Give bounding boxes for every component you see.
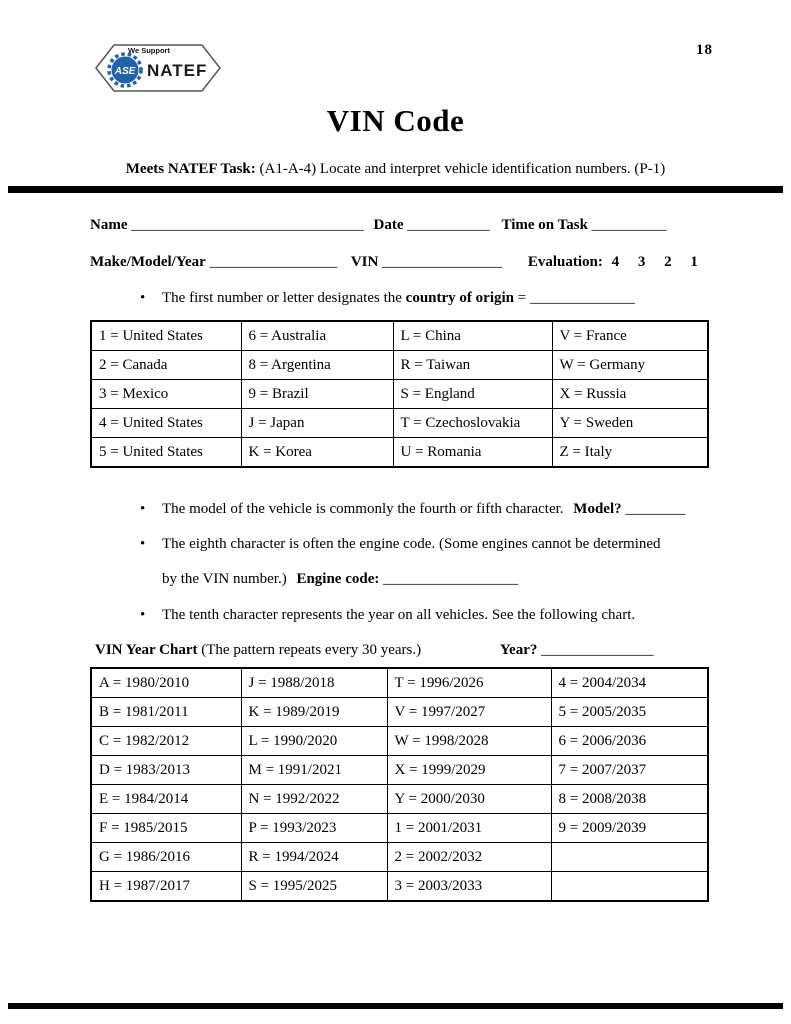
table-cell [551, 843, 708, 872]
model-text: The model of the vehicle is commonly the fourth or fifth character. [162, 501, 564, 517]
table-cell: 1 = 2001/2031 [387, 814, 551, 843]
table-cell: 3 = Mexico [91, 380, 241, 409]
top-rule [8, 186, 783, 193]
time-on-task-blank: __________ [591, 217, 667, 233]
time-on-task-label: Time on Task [501, 217, 588, 233]
name-blank: _______________________________ [131, 217, 364, 233]
evaluation-scale: 4 3 2 1 [611, 254, 698, 270]
table-cell: M = 1991/2021 [241, 756, 387, 785]
table-cell: R = 1994/2024 [241, 843, 387, 872]
bullet-marker: • [140, 290, 146, 306]
engine-text-line1: The eighth character is often the engine code. (Some engines cannot be determined [162, 536, 661, 552]
engine-continuation [90, 569, 710, 589]
table-cell: P = 1993/2023 [241, 814, 387, 843]
table-cell: V = France [552, 321, 708, 351]
table-cell: C = 1982/2012 [91, 727, 241, 756]
table-cell: 5 = 2005/2035 [551, 698, 708, 727]
table-cell: W = 1998/2028 [387, 727, 551, 756]
vin-year-chart-heading [95, 640, 710, 660]
table-cell: 3 = 2003/2033 [387, 872, 551, 902]
task-text: (A1-A-4) Locate and interpret vehicle identification numbers. (P-1) [255, 161, 666, 177]
table-cell [551, 872, 708, 902]
logo-we-support-text: We Support [128, 46, 170, 55]
table-cell: L = 1990/2020 [241, 727, 387, 756]
table-cell: T = Czechoslovakia [393, 409, 552, 438]
table-cell: N = 1992/2022 [241, 785, 387, 814]
table-cell: 6 = Australia [241, 321, 393, 351]
date-blank: ___________ [407, 217, 490, 233]
model-blank: ________ [625, 501, 686, 517]
table-cell: 9 = Brazil [241, 380, 393, 409]
table-row [91, 409, 708, 438]
table-cell: A = 1980/2010 [91, 668, 241, 698]
table-cell: K = Korea [241, 438, 393, 468]
year-question-label: Year? [499, 642, 538, 658]
table-cell: V = 1997/2027 [387, 698, 551, 727]
table-cell: Y = Sweden [552, 409, 708, 438]
vin-year-table [90, 667, 709, 902]
vin-year-chart-label: VIN Year Chart [95, 642, 198, 658]
country-of-origin-table [90, 320, 709, 468]
table-cell: W = Germany [552, 351, 708, 380]
table-cell: B = 1981/2011 [91, 698, 241, 727]
table-cell: X = 1999/2029 [387, 756, 551, 785]
vin-blank: ________________ [382, 254, 503, 270]
table-row [91, 785, 708, 814]
table-cell: 6 = 2006/2036 [551, 727, 708, 756]
table-cell: T = 1996/2026 [387, 668, 551, 698]
table-cell: J = 1988/2018 [241, 668, 387, 698]
year-text: The tenth character represents the year on all vehicles. See the following chart. [162, 607, 636, 623]
table-row [91, 727, 708, 756]
make-model-year-label: Make/Model/Year [90, 254, 206, 270]
table-cell: 4 = United States [91, 409, 241, 438]
content-area [90, 210, 710, 902]
page-number: 18 [696, 42, 713, 58]
table-cell: H = 1987/2017 [91, 872, 241, 902]
ase-emblem-text: ASE [114, 66, 136, 77]
table-cell: S = 1995/2025 [241, 872, 387, 902]
natef-logo-text: NATEF [147, 61, 208, 80]
table-row [91, 814, 708, 843]
table-row [91, 843, 708, 872]
bottom-rule [8, 1003, 783, 1009]
name-label: Name [90, 217, 128, 233]
table-cell: X = Russia [552, 380, 708, 409]
table-cell: L = China [393, 321, 552, 351]
model-bold: Model? [573, 501, 622, 517]
natef-task-line [0, 161, 791, 178]
table-row [91, 351, 708, 380]
table-cell: Y = 2000/2030 [387, 785, 551, 814]
table-cell: F = 1985/2015 [91, 814, 241, 843]
natef-logo [93, 38, 223, 101]
table-cell: J = Japan [241, 409, 393, 438]
page-title: VIN Code [326, 103, 465, 138]
year-question-blank: _______________ [541, 642, 654, 658]
make-model-year-blank: _________________ [209, 254, 338, 270]
table-cell: 2 = 2002/2032 [387, 843, 551, 872]
table-cell: U = Romania [393, 438, 552, 468]
table-row [91, 321, 708, 351]
table-cell: 1 = United States [91, 321, 241, 351]
table-cell: 8 = 2008/2038 [551, 785, 708, 814]
table-cell: G = 1986/2016 [91, 843, 241, 872]
form-line-2 [90, 252, 710, 272]
table-cell: Z = Italy [552, 438, 708, 468]
country-origin-bullet [90, 288, 710, 308]
table-row [91, 872, 708, 902]
table-cell: 2 = Canada [91, 351, 241, 380]
table-row [91, 380, 708, 409]
table-cell: 8 = Argentina [241, 351, 393, 380]
vin-year-chart-note: (The pattern repeats every 30 years.) [201, 642, 422, 658]
table-cell: 5 = United States [91, 438, 241, 468]
country-origin-blank: = ______________ [517, 290, 635, 306]
table-cell: R = Taiwan [393, 351, 552, 380]
natef-logo-graphic [93, 38, 223, 96]
table-cell: D = 1983/2013 [91, 756, 241, 785]
table-cell: 4 = 2004/2034 [551, 668, 708, 698]
table-cell: E = 1984/2014 [91, 785, 241, 814]
table-row [91, 438, 708, 468]
engine-text-line2: by the VIN number.) [162, 571, 287, 587]
form-line-1 [90, 215, 710, 235]
year-bullet [90, 605, 710, 625]
table-cell: 7 = 2007/2037 [551, 756, 708, 785]
model-bullet [90, 499, 710, 519]
bullet-marker: • [140, 607, 146, 623]
evaluation-label: Evaluation: [527, 254, 603, 270]
table-row [91, 698, 708, 727]
country-origin-bold: country of origin [405, 290, 514, 306]
table-cell: K = 1989/2019 [241, 698, 387, 727]
table-row [91, 668, 708, 698]
date-label: Date [373, 217, 404, 233]
table-cell: 9 = 2009/2039 [551, 814, 708, 843]
engine-code-bold: Engine code: [296, 571, 380, 587]
bullet-marker: • [140, 501, 146, 517]
table-cell: S = England [393, 380, 552, 409]
engine-code-blank: __________________ [383, 571, 519, 587]
task-label: Meets NATEF Task: [125, 161, 256, 177]
bullet-marker: • [140, 536, 146, 552]
table-row [91, 756, 708, 785]
country-origin-text: The first number or letter designates the [162, 290, 402, 306]
vin-label: VIN [350, 254, 379, 270]
engine-bullet [90, 534, 710, 554]
